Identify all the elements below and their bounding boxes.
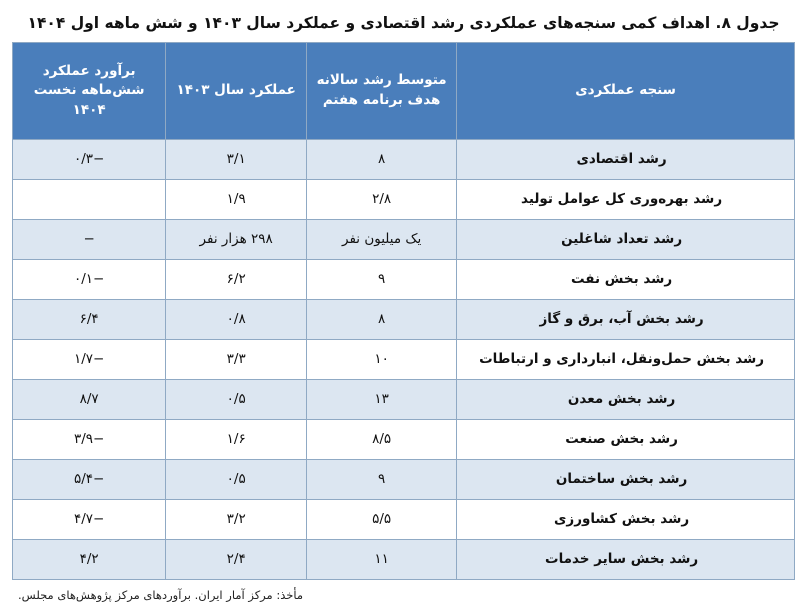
- column-header-indicator: سنجه عملکردی: [457, 43, 795, 140]
- cell-performance-1403: ۳/۳: [166, 340, 307, 380]
- cell-indicator: رشد بخش نفت: [457, 260, 795, 300]
- column-header-target: متوسط رشد سالانه هدف برنامه هفتم: [307, 43, 457, 140]
- cell-target: ۱۳: [307, 380, 457, 420]
- cell-estimate-1404: ۴/۲: [13, 540, 166, 580]
- cell-estimate-1404: −۴/۷: [13, 500, 166, 540]
- cell-performance-1403: ۳/۱: [166, 140, 307, 180]
- table-header: [13, 43, 795, 140]
- cell-indicator: رشد بهره‌وری کل عوامل تولید: [457, 180, 795, 220]
- cell-target: ۹: [307, 460, 457, 500]
- table-row: [13, 500, 795, 540]
- table-row: [13, 420, 795, 460]
- cell-indicator: رشد بخش کشاورزی: [457, 500, 795, 540]
- table-row: [13, 460, 795, 500]
- cell-indicator: رشد بخش ساختمان: [457, 460, 795, 500]
- column-header-performance-1403: عملکرد سال ۱۴۰۳: [166, 43, 307, 140]
- cell-performance-1403: ۱/۶: [166, 420, 307, 460]
- cell-target: یک میلیون نفر: [307, 220, 457, 260]
- cell-estimate-1404: −۵/۴: [13, 460, 166, 500]
- cell-indicator: رشد تعداد شاغلین: [457, 220, 795, 260]
- cell-performance-1403: ۲۹۸ هزار نفر: [166, 220, 307, 260]
- column-header-estimate-1404: برآورد عملکرد شش‌ماهه نخست ۱۴۰۴: [13, 43, 166, 140]
- cell-indicator: رشد بخش معدن: [457, 380, 795, 420]
- cell-estimate-1404: −۰/۱: [13, 260, 166, 300]
- cell-target: ۱۰: [307, 340, 457, 380]
- cell-performance-1403: ۲/۴: [166, 540, 307, 580]
- performance-indicators-table: [12, 42, 795, 580]
- cell-target: ۸: [307, 140, 457, 180]
- cell-performance-1403: ۰/۵: [166, 460, 307, 500]
- table-row: [13, 540, 795, 580]
- cell-target: ۵/۵: [307, 500, 457, 540]
- table-row: [13, 340, 795, 380]
- cell-target: ۹: [307, 260, 457, 300]
- cell-estimate-1404: −۰/۳: [13, 140, 166, 180]
- cell-target: ۲/۸: [307, 180, 457, 220]
- table-body: [13, 140, 795, 580]
- cell-estimate-1404: −۳/۹: [13, 420, 166, 460]
- cell-performance-1403: ۰/۵: [166, 380, 307, 420]
- cell-indicator: رشد بخش صنعت: [457, 420, 795, 460]
- table-row: [13, 260, 795, 300]
- table-row: [13, 380, 795, 420]
- source-note: مأخذ: مرکز آمار ایران. برآوردهای مرکز پژوهش‌های مجلس.: [18, 588, 304, 602]
- cell-estimate-1404: ۸/۷: [13, 380, 166, 420]
- page-title: جدول ۸. اهداف کمی سنجه‌های عملکردی رشد اقتصادی و عملکرد سال ۱۴۰۳ و شش ماهه اول ۱۴۰۴: [27, 14, 780, 32]
- cell-indicator: رشد اقتصادی: [457, 140, 795, 180]
- cell-estimate-1404: [13, 180, 166, 220]
- cell-performance-1403: ۳/۲: [166, 500, 307, 540]
- table-row: [13, 180, 795, 220]
- table-row: [13, 300, 795, 340]
- cell-performance-1403: ۰/۸: [166, 300, 307, 340]
- cell-indicator: رشد بخش آب، برق و گاز: [457, 300, 795, 340]
- cell-estimate-1404: −: [13, 220, 166, 260]
- cell-performance-1403: ۶/۲: [166, 260, 307, 300]
- table-row: [13, 220, 795, 260]
- cell-target: ۸: [307, 300, 457, 340]
- cell-target: ۱۱: [307, 540, 457, 580]
- cell-performance-1403: ۱/۹: [166, 180, 307, 220]
- cell-estimate-1404: ۶/۴: [13, 300, 166, 340]
- cell-target: ۸/۵: [307, 420, 457, 460]
- cell-indicator: رشد بخش سایر خدمات: [457, 540, 795, 580]
- cell-estimate-1404: −۱/۷: [13, 340, 166, 380]
- table-row: [13, 140, 795, 180]
- table-header-row: [13, 43, 795, 140]
- cell-indicator: رشد بخش حمل‌ونقل، انبارداری و ارتباطات: [457, 340, 795, 380]
